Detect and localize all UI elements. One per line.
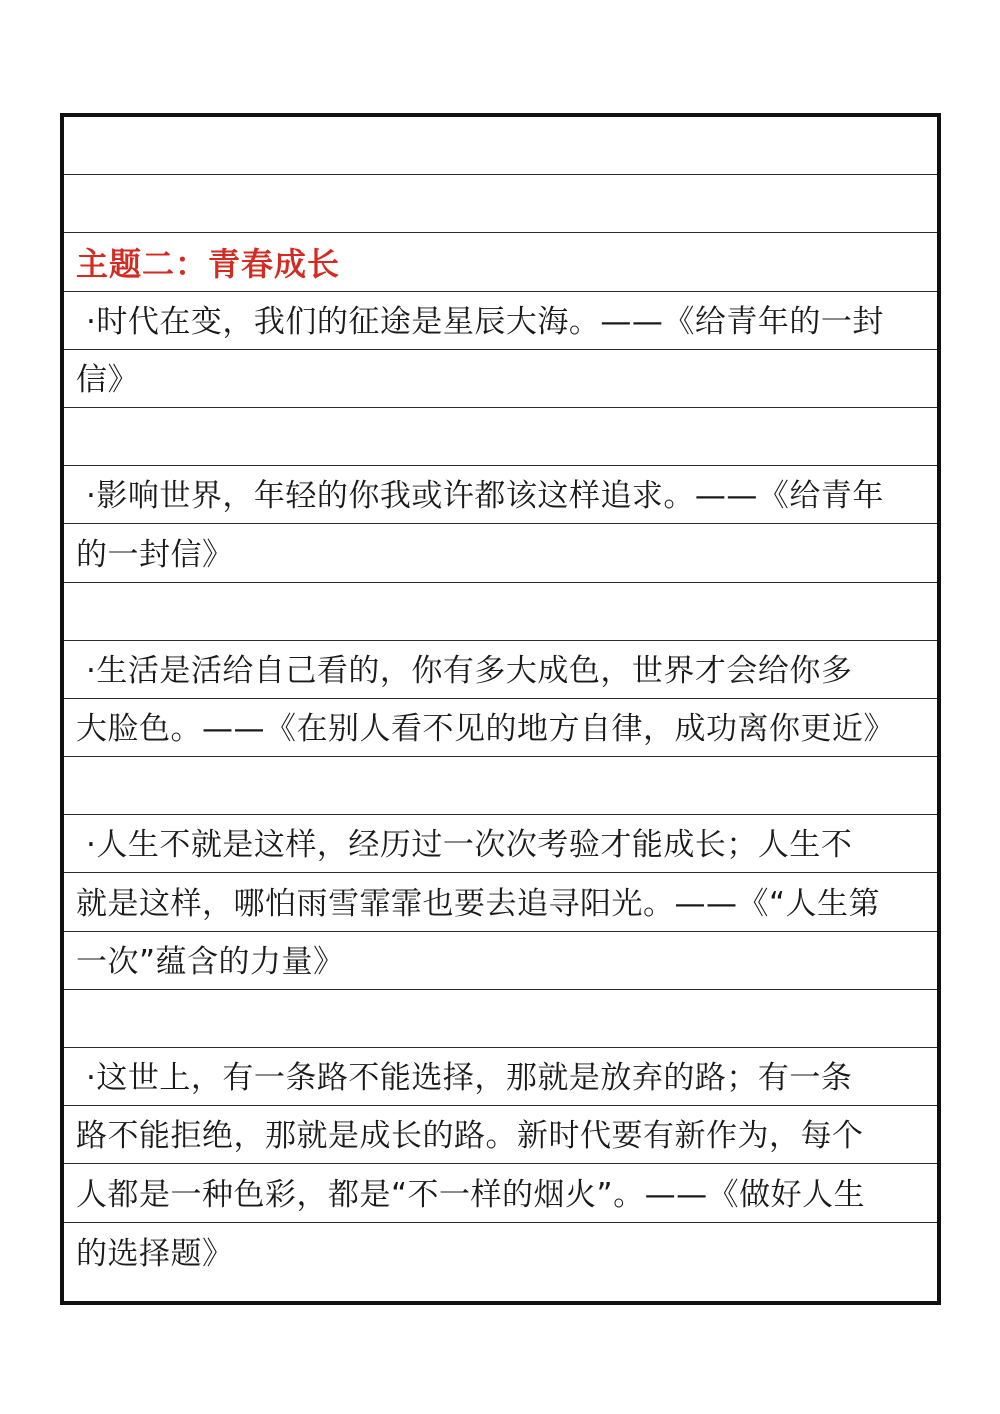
- quote-text: 人都是一种色彩，都是“不一样的烟火”。——《做好人生: [76, 1176, 866, 1213]
- quote-line: [64, 873, 937, 931]
- blank-line: [64, 117, 937, 175]
- lined-note-sheet: [60, 113, 941, 1305]
- quote-line: [64, 932, 937, 990]
- quote-line: [64, 466, 937, 524]
- quote-text: 大脸色。——《在别人看不见的地方自律，成功离你更近》: [76, 711, 895, 748]
- theme-title: 主题二：青春成长: [76, 244, 341, 283]
- theme-title-row: [64, 233, 937, 291]
- blank-line: [64, 583, 937, 641]
- quote-line: [64, 699, 937, 757]
- blank-line: [64, 408, 937, 466]
- quote-text: 的选择题》: [76, 1235, 234, 1272]
- quote-text: 就是这样，哪怕雨雪霏霏也要去追寻阳光。——《“人生第: [76, 885, 881, 922]
- blank-line: [64, 757, 937, 815]
- quote-text: ·生活是活给自己看的，你有多大成色，世界才会给你多: [86, 652, 853, 689]
- quote-line: [64, 1106, 937, 1164]
- quote-text: ·时代在变，我们的征途是星辰大海。——《给青年的一封: [86, 303, 884, 340]
- blank-line: [64, 990, 937, 1048]
- quote-text: 信》: [76, 361, 139, 398]
- quote-line: [64, 292, 937, 350]
- quote-text: 的一封信》: [76, 536, 234, 573]
- quote-line: [64, 1223, 937, 1281]
- blank-line: [64, 175, 937, 233]
- quote-line: [64, 815, 937, 873]
- quote-line: [64, 1048, 937, 1106]
- quote-line: [64, 1164, 937, 1222]
- quote-line: [64, 350, 937, 408]
- quote-text: ·这世上，有一条路不能选择，那就是放弃的路；有一条: [86, 1060, 853, 1097]
- quote-text: 路不能拒绝，那就是成长的路。新时代要有新作为，每个: [76, 1118, 864, 1155]
- quote-text: 一次”蕴含的力量》: [76, 943, 345, 980]
- quote-text: ·影响世界，年轻的你我或许都该这样追求。——《给青年: [86, 478, 884, 515]
- quote-line: [64, 524, 937, 582]
- quote-text: ·人生不就是这样，经历过一次次考验才能成长；人生不: [86, 827, 853, 864]
- quote-line: [64, 641, 937, 699]
